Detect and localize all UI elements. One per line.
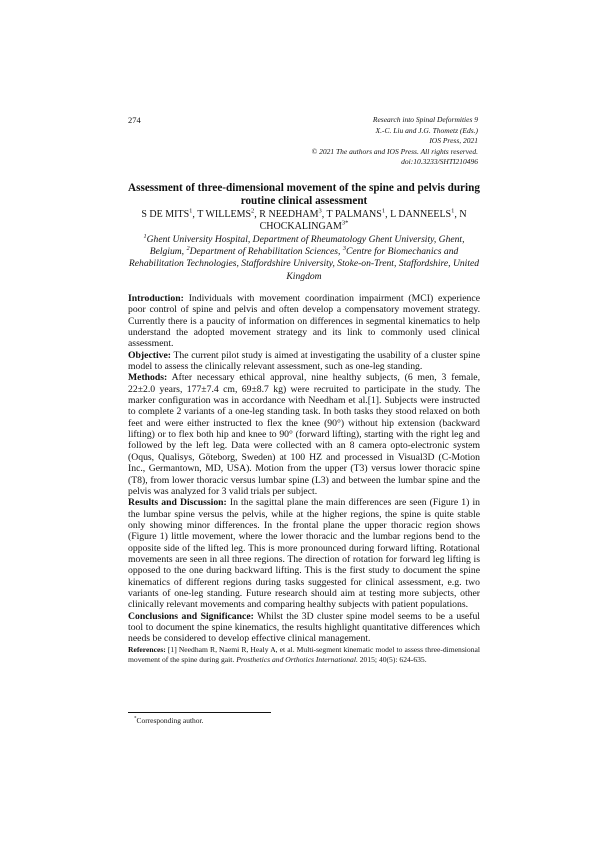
- author-separator: ,: [254, 209, 260, 220]
- series-doi: doi:10.3233/SHTI210496: [401, 157, 478, 166]
- title-block: [128, 182, 480, 283]
- series-editors: X.-C. Liu and J.G. Thometz (Eds.): [375, 125, 478, 135]
- footnote-marker: *: [134, 716, 137, 722]
- series-title: Research into Spinal Deformities 9: [372, 115, 478, 124]
- footnote: [134, 716, 204, 725]
- section-methods: [128, 372, 480, 497]
- footnote-text: Corresponding author.: [136, 716, 204, 725]
- author-name: N CHOCKALINGAM: [259, 209, 467, 232]
- article-title: Assessment of three-dimensional movement of the spine and pelvis during routine clinical assessment: [128, 182, 480, 207]
- author-list: [128, 209, 480, 233]
- series-publisher: IOS Press, 2021: [429, 136, 478, 145]
- references-heading: References:: [128, 644, 166, 654]
- author-name: T WILLEMS: [197, 209, 252, 220]
- abstract-body: [128, 293, 480, 665]
- reference-citation: 2015; 40(5): 624-635.: [357, 654, 427, 664]
- author-affil-marker: 1: [189, 207, 193, 215]
- author-separator: ,: [385, 209, 391, 220]
- footnote-divider: [128, 712, 271, 713]
- section-text: The current pilot study is aimed at investigating the usability of a cluster spine model to assess the clinically relevant assessment, such as one-leg standing.: [128, 349, 480, 373]
- author-name: L DANNEELS: [390, 209, 452, 220]
- references: [128, 645, 480, 665]
- author-affil-marker: 1: [381, 207, 386, 215]
- series-copyright: © 2021 The authors and IOS Press. All rights reserved.: [311, 146, 478, 156]
- affil-marker: 2: [186, 245, 190, 253]
- section-heading: Methods:: [128, 372, 168, 384]
- section-text: In the sagittal plane the main differences are seen (Figure 1) in the lumbar spine versus the pelvis, while at the higher regions, the spine is quite stable only showing minor differences. In the frontal plane the upper thoracic region shows (Figure 1) little movement, where the lower thoracic and the lumbar regions bend to the opposite side of the lifted leg. This is more pronounced during forward lifting. Rotational movements are seen in all three regions. The direction of rotation for forward leg lifting is opposed to the one during backward lifting. This is the first study to document the spine kinematics of different regions during tasks suggested for clinical assessment, e.g. two variants of one-leg standing. Future research should aim at testing more subjects, other clinically relevant movements and comparing healthy subjects with patient populations.: [128, 497, 480, 611]
- page-number: 274: [128, 115, 141, 125]
- section-heading: Conclusions and Significance:: [128, 610, 254, 622]
- affil-marker: 3: [342, 245, 346, 253]
- author-separator: ,: [192, 209, 198, 220]
- affil-text: Ghent University Hospital, Department of Rheumatology Ghent University, Ghent, Belgium,: [146, 234, 465, 258]
- section-text: Individuals with movement coordination impairment (MCI) experience poor control of spine and pelvis and often develop a compensatory movement strategy. Currently there is a paucity of information on differences in segmental kinematics to help understand the adopted movement strategy and its link to commonly used clinical assessment.: [128, 293, 480, 350]
- section-conclusions: [128, 611, 480, 645]
- author-name: S DE MITS: [141, 209, 190, 220]
- section-heading: Objective:: [128, 349, 172, 361]
- author-affil-marker: 3*: [341, 219, 349, 227]
- section-text: After necessary ethical approval, nine healthy subjects, (6 men, 3 female, 22±2.0 years, 177±7.4 cm, 69±8.7 kg) were recruited to participate in the study. The marker configuration was in accordance with Needham et al.[1]. Subjects were instructed to complete 2 variants of a one-leg standing task. In both tasks they stood relaxed on both feet and were either instructed to flex the knee (90°) without hip extension (backward lifting) or to flex both hip and knee to 90° (forward lifting), starting with the right leg and followed by the left leg. Data were collected with an 8 camera opto-electronic system (Oqus, Qualisys, Göteborg, Sweden) at 100 HZ and processed in Visual3D (C-Motion Inc., Germantown, MD, USA). Motion from the upper (T3) versus lower thoracic spine (T8), from lower thoracic versus lumbar spine (L3) and between the lumbar spine and the pelvis was analyzed for 3 valid trials per subject.: [128, 372, 480, 497]
- author-name: R NEEDHAM: [259, 209, 319, 220]
- author-affil-marker: 3: [318, 207, 322, 215]
- affil-text: Centre for Biomechanics and Rehabilitation Technologies, Staffordshire University, Stoke-on-Trent, Staffordshire, United Kingdom: [128, 246, 480, 282]
- reference-journal: Prosthetics and Orthotics International.: [236, 654, 358, 664]
- series-info: [258, 115, 478, 168]
- affiliations: [128, 234, 480, 283]
- author-affil-marker: 2: [251, 207, 255, 215]
- affil-marker: 1: [143, 232, 147, 240]
- section-text: Whilst the 3D cluster spine model seems to be a useful tool to document the spine kinematics, the results highlight quantitative differences which needs be considered to develop effective clinical management.: [128, 610, 480, 645]
- section-results: [128, 497, 480, 610]
- reference-text: [1] Needham R, Naemi R, Healy A, et al. Multi-segment kinematic model to assess three-dimensional movement of the spine during gait.: [128, 644, 480, 664]
- author-separator: ,: [321, 209, 327, 220]
- section-heading: Introduction:: [128, 293, 184, 304]
- section-heading: Results and Discussion:: [128, 497, 227, 509]
- section-objective: [128, 350, 480, 373]
- affil-text: Department of Rehabilitation Sciences,: [189, 246, 343, 258]
- author-name: T PALMANS: [326, 209, 382, 220]
- section-introduction: [128, 293, 480, 350]
- author-affil-marker: 1: [451, 207, 455, 215]
- author-separator: ,: [454, 209, 460, 220]
